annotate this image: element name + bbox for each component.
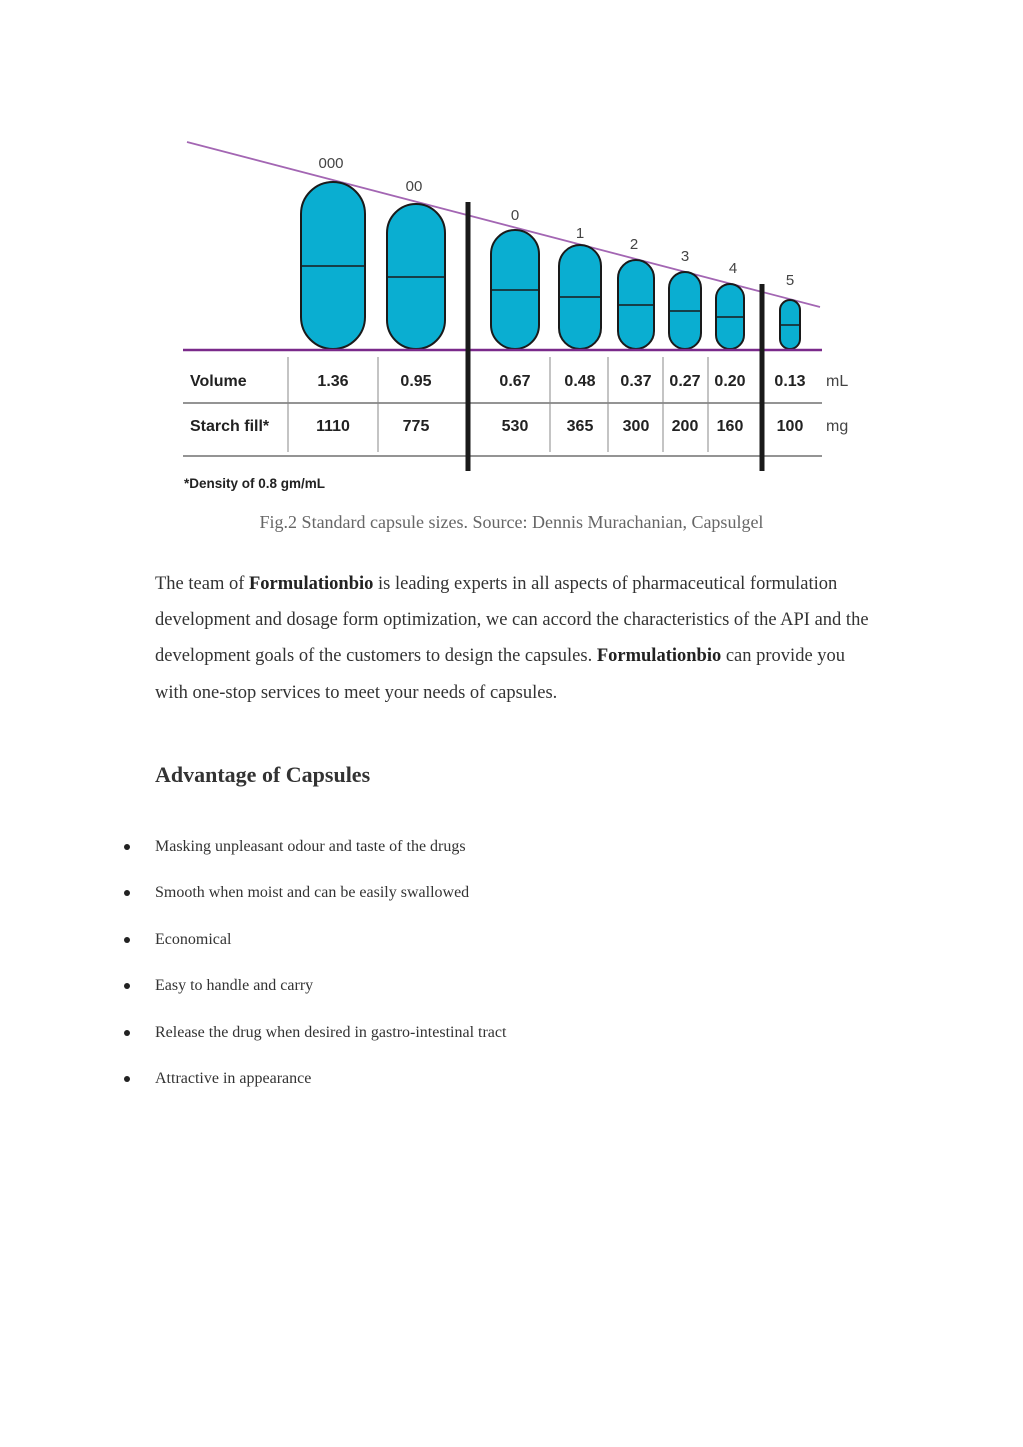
paragraph-text-3: can provide you with one-stop services to meet your needs of capsules. — [155, 646, 846, 703]
bullet-icon — [124, 983, 130, 989]
starch-value: 200 — [671, 418, 699, 435]
volume-value: 0.13 — [774, 373, 806, 390]
brand-name-1: Formulationbio — [249, 574, 374, 594]
unit-starch: mg — [826, 418, 849, 435]
capsule-group — [301, 155, 800, 349]
section-heading: Advantage of Capsules — [155, 762, 371, 787]
list-item-text: Attractive in appearance — [155, 1069, 312, 1087]
volume-value: 0.37 — [620, 373, 652, 390]
paragraph-text-2: is leading experts in all aspects of pharmaceutical formulation development and dosage form optimization, we can accord the characteristics of the API and the development goals of the customers to design the capsules. — [155, 574, 869, 667]
paragraph-text-1: The team of — [155, 574, 249, 594]
bullet-icon — [124, 1076, 130, 1082]
density-footnote: *Density of 0.8 gm/mL — [184, 476, 326, 491]
capsule-size-label: 000 — [318, 155, 344, 172]
row-label-starch: Starch fill* — [190, 418, 270, 435]
capsule-size-chart — [0, 0, 1023, 500]
list-item-text: Easy to handle and carry — [155, 977, 314, 995]
starch-value: 100 — [776, 418, 804, 435]
volume-value: 1.36 — [317, 373, 349, 390]
capsule-size-label: 1 — [575, 225, 585, 242]
capsule-size-label: 0 — [510, 207, 520, 224]
row-label-volume: Volume — [190, 373, 247, 390]
unit-volume: mL — [826, 373, 849, 390]
starch-value: 1110 — [316, 418, 350, 435]
bullet-icon — [124, 1030, 130, 1036]
starch-value: 775 — [402, 418, 430, 435]
column-dividers — [288, 357, 708, 452]
volume-value: 0.95 — [400, 373, 432, 390]
volume-value: 0.20 — [714, 373, 746, 390]
starch-value: 365 — [566, 418, 594, 435]
list-item-text: Masking unpleasant odour and taste of the drugs — [155, 838, 466, 855]
table-values — [316, 373, 806, 435]
volume-value: 0.67 — [499, 373, 531, 390]
intro-paragraph — [155, 566, 875, 711]
bullet-icon — [124, 890, 130, 896]
starch-value: 530 — [501, 418, 529, 435]
list-item-text: Smooth when moist and can be easily swallowed — [155, 884, 470, 902]
bullet-icon — [124, 937, 130, 943]
starch-value: 300 — [622, 418, 650, 435]
volume-value: 0.27 — [669, 373, 701, 390]
capsule-size-label: 5 — [785, 272, 795, 289]
bullet-icon — [124, 844, 130, 850]
brand-name-2: Formulationbio — [596, 646, 722, 667]
list-item-text: Economical — [155, 930, 232, 948]
list-item-text: Release the drug when desired in gastro-intestinal tract — [155, 1023, 507, 1041]
capsule-size-label: 3 — [680, 248, 690, 265]
capsule-size-label: 4 — [728, 260, 738, 277]
starch-value: 160 — [716, 418, 744, 435]
capsule-size-label: 2 — [629, 236, 639, 253]
capsule-size-label: 00 — [405, 178, 423, 195]
capsule-size-figure — [0, 0, 1023, 500]
volume-value: 0.48 — [564, 373, 596, 390]
figure-caption: Fig.2 Standard capsule sizes. Source: Dennis Murachanian, Capsulgel — [259, 512, 764, 532]
